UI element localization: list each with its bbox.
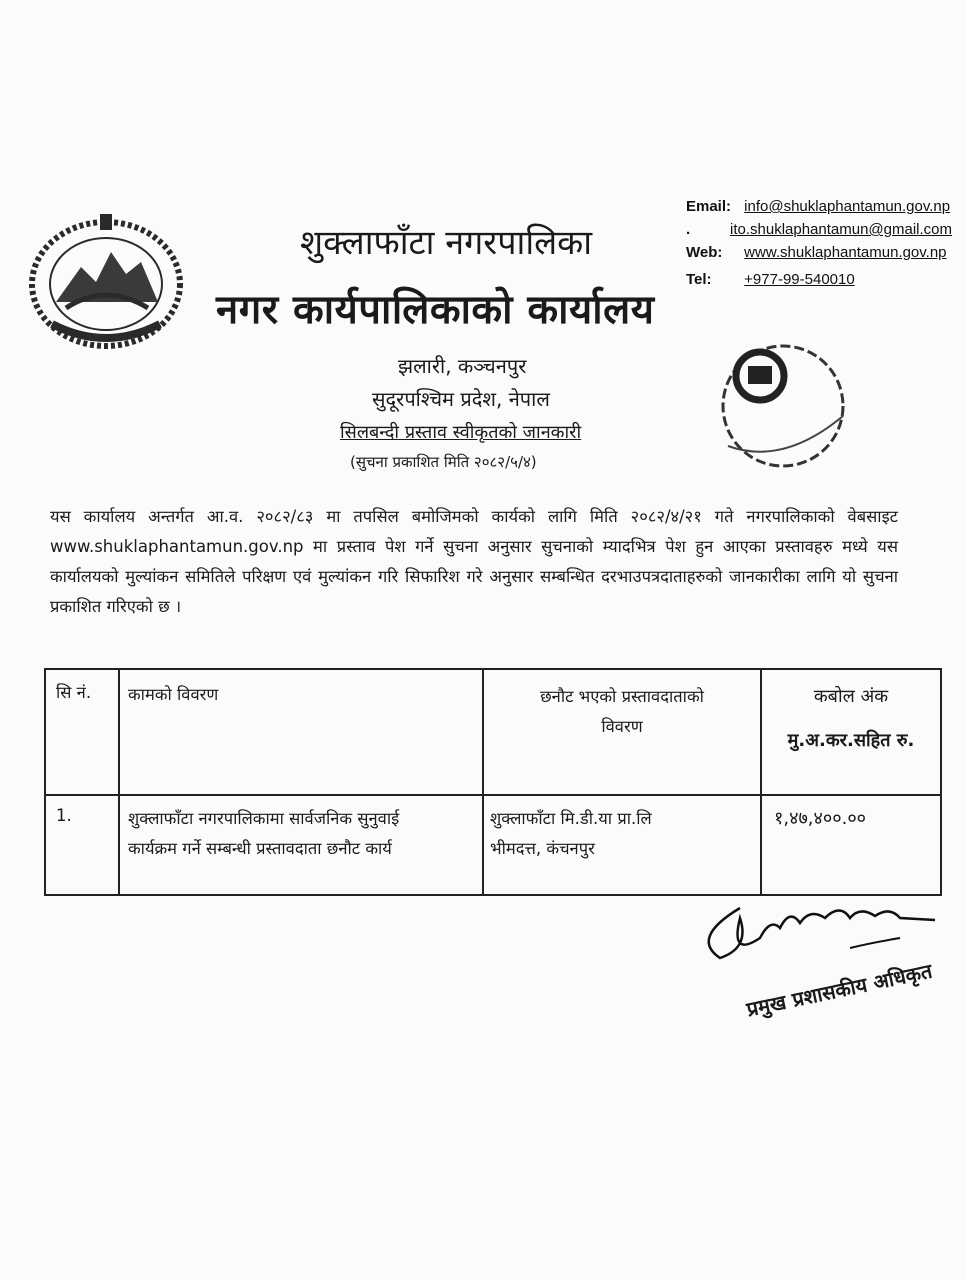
email2-bullet: . <box>686 221 691 238</box>
publish-date: (सुचना प्रकाशित मिति २०८२/५/४) <box>350 453 537 471</box>
row-bidder-line2: भीमदत्त, कंचनपुर <box>490 839 595 858</box>
address-line2: सुदूरपश्चिम प्रदेश, नेपाल <box>372 387 550 411</box>
header-amount <box>761 669 941 795</box>
tel-label: Tel: <box>686 271 712 288</box>
row-amount: १,४७,४००.०० <box>761 795 941 895</box>
office-name: नगर कार्यपालिकाको कार्यालय <box>216 287 655 333</box>
contact-email-row <box>686 198 950 215</box>
web-label: Web: <box>686 244 723 261</box>
contact-tel-row <box>686 271 855 288</box>
email-link[interactable]: info@shuklaphantamun.gov.np <box>744 198 951 215</box>
row-bidder <box>483 795 761 895</box>
header-sn: सि नं. <box>45 669 119 795</box>
header-bidder-line1: छनौट भएको प्रस्तावदाताको <box>540 687 704 706</box>
email-label: Email: <box>686 198 732 215</box>
table-row <box>45 795 941 895</box>
office-stamp-icon <box>708 336 858 476</box>
table-header-row <box>45 669 941 795</box>
nepal-emblem-icon <box>26 212 186 352</box>
address-line1: झलारी, कञ्चनपुर <box>398 354 527 378</box>
signatory-title: प्रमुख प्रशासकीय अधिकृत <box>744 958 935 1022</box>
row-bidder-line1: शुक्लाफाँटा मि.डी.या प्रा.लि <box>490 809 652 828</box>
notice-body: यस कार्यालय अन्तर्गत आ.व. २०८२/८३ मा तपसिल बमोजिमको कार्यको लागि मिति २०८२/४/२१ गते नगरपालिकाको वेबसाइट www.shuklaphantamun.gov.np मा प्रस्ताव पेश गर्ने सुचना अनुसार सुचनाको म्यादभित्र पेश हुन आएका प्रस्तावहरु मध्ये यस कार्यालयको मुल्यांकन समितिले परिक्षण एवं मुल्यांकन गरि सिफारिश गरे अनुसार सम्बन्धित दरभाउपत्रदाताहरुको जानकारीका लागि यो सुचना प्रकाशित गरिएको छ । <box>50 507 898 616</box>
header-bidder <box>483 669 761 795</box>
header-bidder-line2: विवरण <box>601 717 643 736</box>
results-table <box>44 668 942 896</box>
web-link[interactable]: www.shuklaphantamun.gov.np <box>744 244 947 261</box>
email2-link[interactable]: ito.shuklaphantamun@gmail.com <box>730 221 953 238</box>
municipality-name: शुक्लाफाँटा नगरपालिका <box>300 223 593 263</box>
notice-subject: सिलबन्दी प्रस्ताव स्वीकृतको जानकारी <box>340 422 582 443</box>
row-sn: 1. <box>45 795 119 895</box>
header-amount-line2: मु.अ.कर.सहित रु. <box>787 730 915 751</box>
row-work-line2: कार्यक्रम गर्ने सम्बन्धी प्रस्तावदाता छनौट कार्य <box>128 839 392 858</box>
header-amount-line1: कबोल अंक <box>813 686 889 707</box>
contact-email2-row <box>686 221 952 238</box>
tel-value: +977-99-540010 <box>744 271 855 288</box>
contact-web-row <box>686 244 947 261</box>
row-work <box>119 795 483 895</box>
row-work-line1: शुक्लाफाँटा नगरपालिकामा सार्वजनिक सुनुवाई <box>128 809 400 828</box>
header-work: कामको विवरण <box>119 669 483 795</box>
